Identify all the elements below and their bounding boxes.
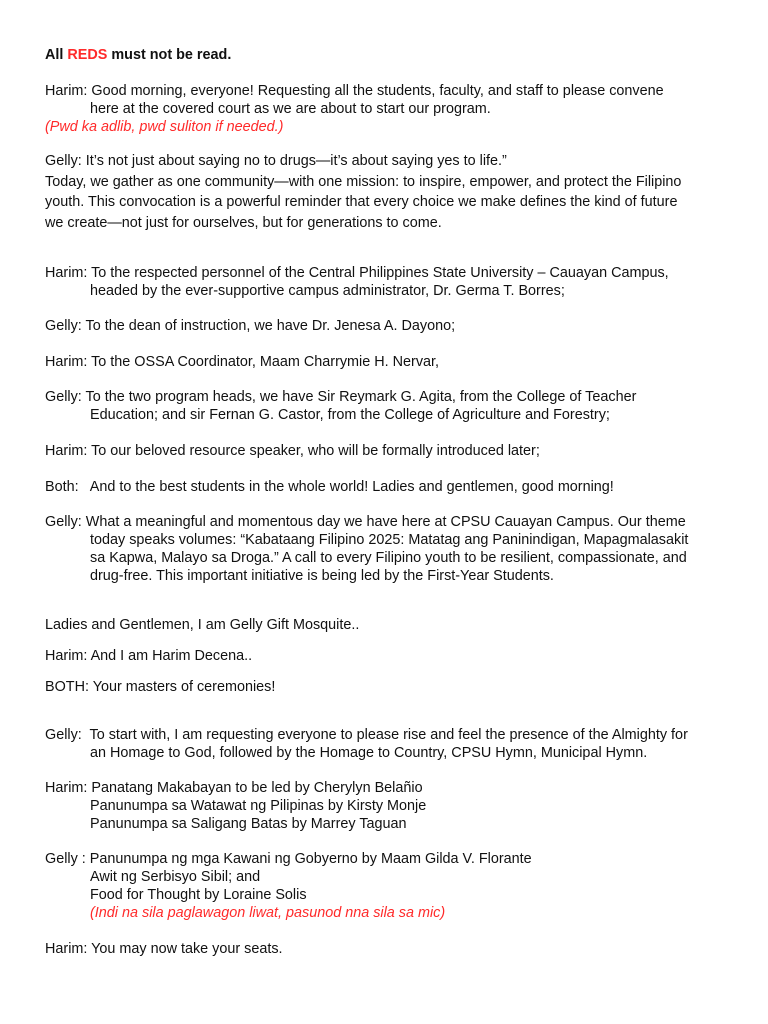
line: today speaks volumes: “Kabataang Filipino 2025: Matatag ang Paninindigan, Mapagmalasakit — [90, 532, 689, 548]
paragraph-both-greeting: Both: And to the best students in the whole world! Ladies and gentlemen, good morning! — [45, 479, 614, 495]
line: Panunumpa sa Watawat ng Pilipinas by Kirsty Monje — [90, 798, 427, 814]
line: sa Kapwa, Malayo sa Droga.” A call to every Filipino youth to be resilient, compassionate, and — [90, 550, 687, 566]
line: an Homage to God, followed by the Homage to Country, CPSU Hymn, Municipal Hymn. — [90, 745, 648, 761]
paragraph-gelly-homage — [45, 726, 688, 762]
paragraph-harim-seats: Harim: You may now take your seats. — [45, 941, 283, 957]
paragraph-gelly-program-heads — [45, 388, 636, 424]
paragraph-harim-name: Harim: And I am Harim Decena.. — [45, 648, 253, 664]
paragraph-both-mc: BOTH: Your masters of ceremonies! — [45, 679, 276, 695]
line: Gelly: To start with, I am requesting everyone to please rise and feel the presence of the Almighty for — [45, 727, 688, 743]
line: Harim: Panatang Makabayan to be led by Cherylyn Belañio — [45, 780, 423, 796]
line: Education; and sir Fernan G. Castor, from the College of Agriculture and Forestry; — [90, 407, 610, 423]
line: Food for Thought by Loraine Solis — [90, 887, 307, 903]
line: Gelly : Panunumpa ng mga Kawani ng Gobyerno by Maam Gilda V. Florante — [45, 851, 532, 867]
paragraph-harim-ossa: Harim: To the OSSA Coordinator, Maam Charrymie H. Nervar, — [45, 354, 440, 370]
line: Harim: Good morning, everyone! Requesting all the students, faculty, and staff to please convene — [45, 83, 664, 99]
paragraph-gelly-name: Ladies and Gentlemen, I am Gelly Gift Mosquite.. — [45, 617, 360, 633]
paragraph-gelly-theme — [45, 513, 688, 585]
line: headed by the ever-supportive campus administrator, Dr. Germa T. Borres; — [90, 283, 565, 299]
reds-note: All REDS must not be read. — [45, 47, 232, 63]
line: drug-free. This important initiative is being led by the First-Year Students. — [90, 568, 554, 584]
paragraph-gelly-oaths — [45, 850, 532, 922]
line: we create—not just for ourselves, but for generations to come. — [45, 214, 442, 231]
red-note: (Pwd ka adlib, pwd suliton if needed.) — [45, 119, 284, 135]
paragraph-gelly-intro — [45, 151, 681, 233]
paragraph-gelly-dean: Gelly: To the dean of instruction, we have Dr. Jenesa A. Dayono; — [45, 318, 456, 334]
line: Gelly: To the two program heads, we have Sir Reymark G. Agita, from the College of Teacher — [45, 389, 637, 405]
line: Awit ng Serbisyo Sibil; and — [90, 869, 261, 885]
line: Gelly: What a meaningful and momentous day we have here at CPSU Cauayan Campus. Our theme — [45, 514, 686, 530]
line: youth. This convocation is a powerful reminder that every choice we make defines the kind of future — [45, 194, 678, 210]
line: Panunumpa sa Saligang Batas by Marrey Taguan — [90, 816, 407, 832]
line: here at the covered court as we are about to start our program. — [90, 101, 491, 117]
line: Gelly: It’s not just about saying no to drugs—it’s about saying yes to life.” — [45, 153, 507, 169]
paragraph-harim-pledges — [45, 779, 426, 833]
paragraph-harim-personnel — [45, 264, 669, 300]
reds-keyword: REDS — [67, 47, 108, 63]
line: Harim: To the respected personnel of the Central Philippines State University – Cauayan Campus, — [45, 265, 669, 281]
paragraph-harim-speaker: Harim: To our beloved resource speaker, who will be formally introduced later; — [45, 443, 540, 459]
red-note: (Indi na sila paglawagon liwat, pasunod nna sila sa mic) — [90, 905, 446, 921]
line: Today, we gather as one community—with one mission: to inspire, empower, and protect the Filipino — [45, 173, 682, 190]
paragraph-harim-opening — [45, 82, 664, 136]
